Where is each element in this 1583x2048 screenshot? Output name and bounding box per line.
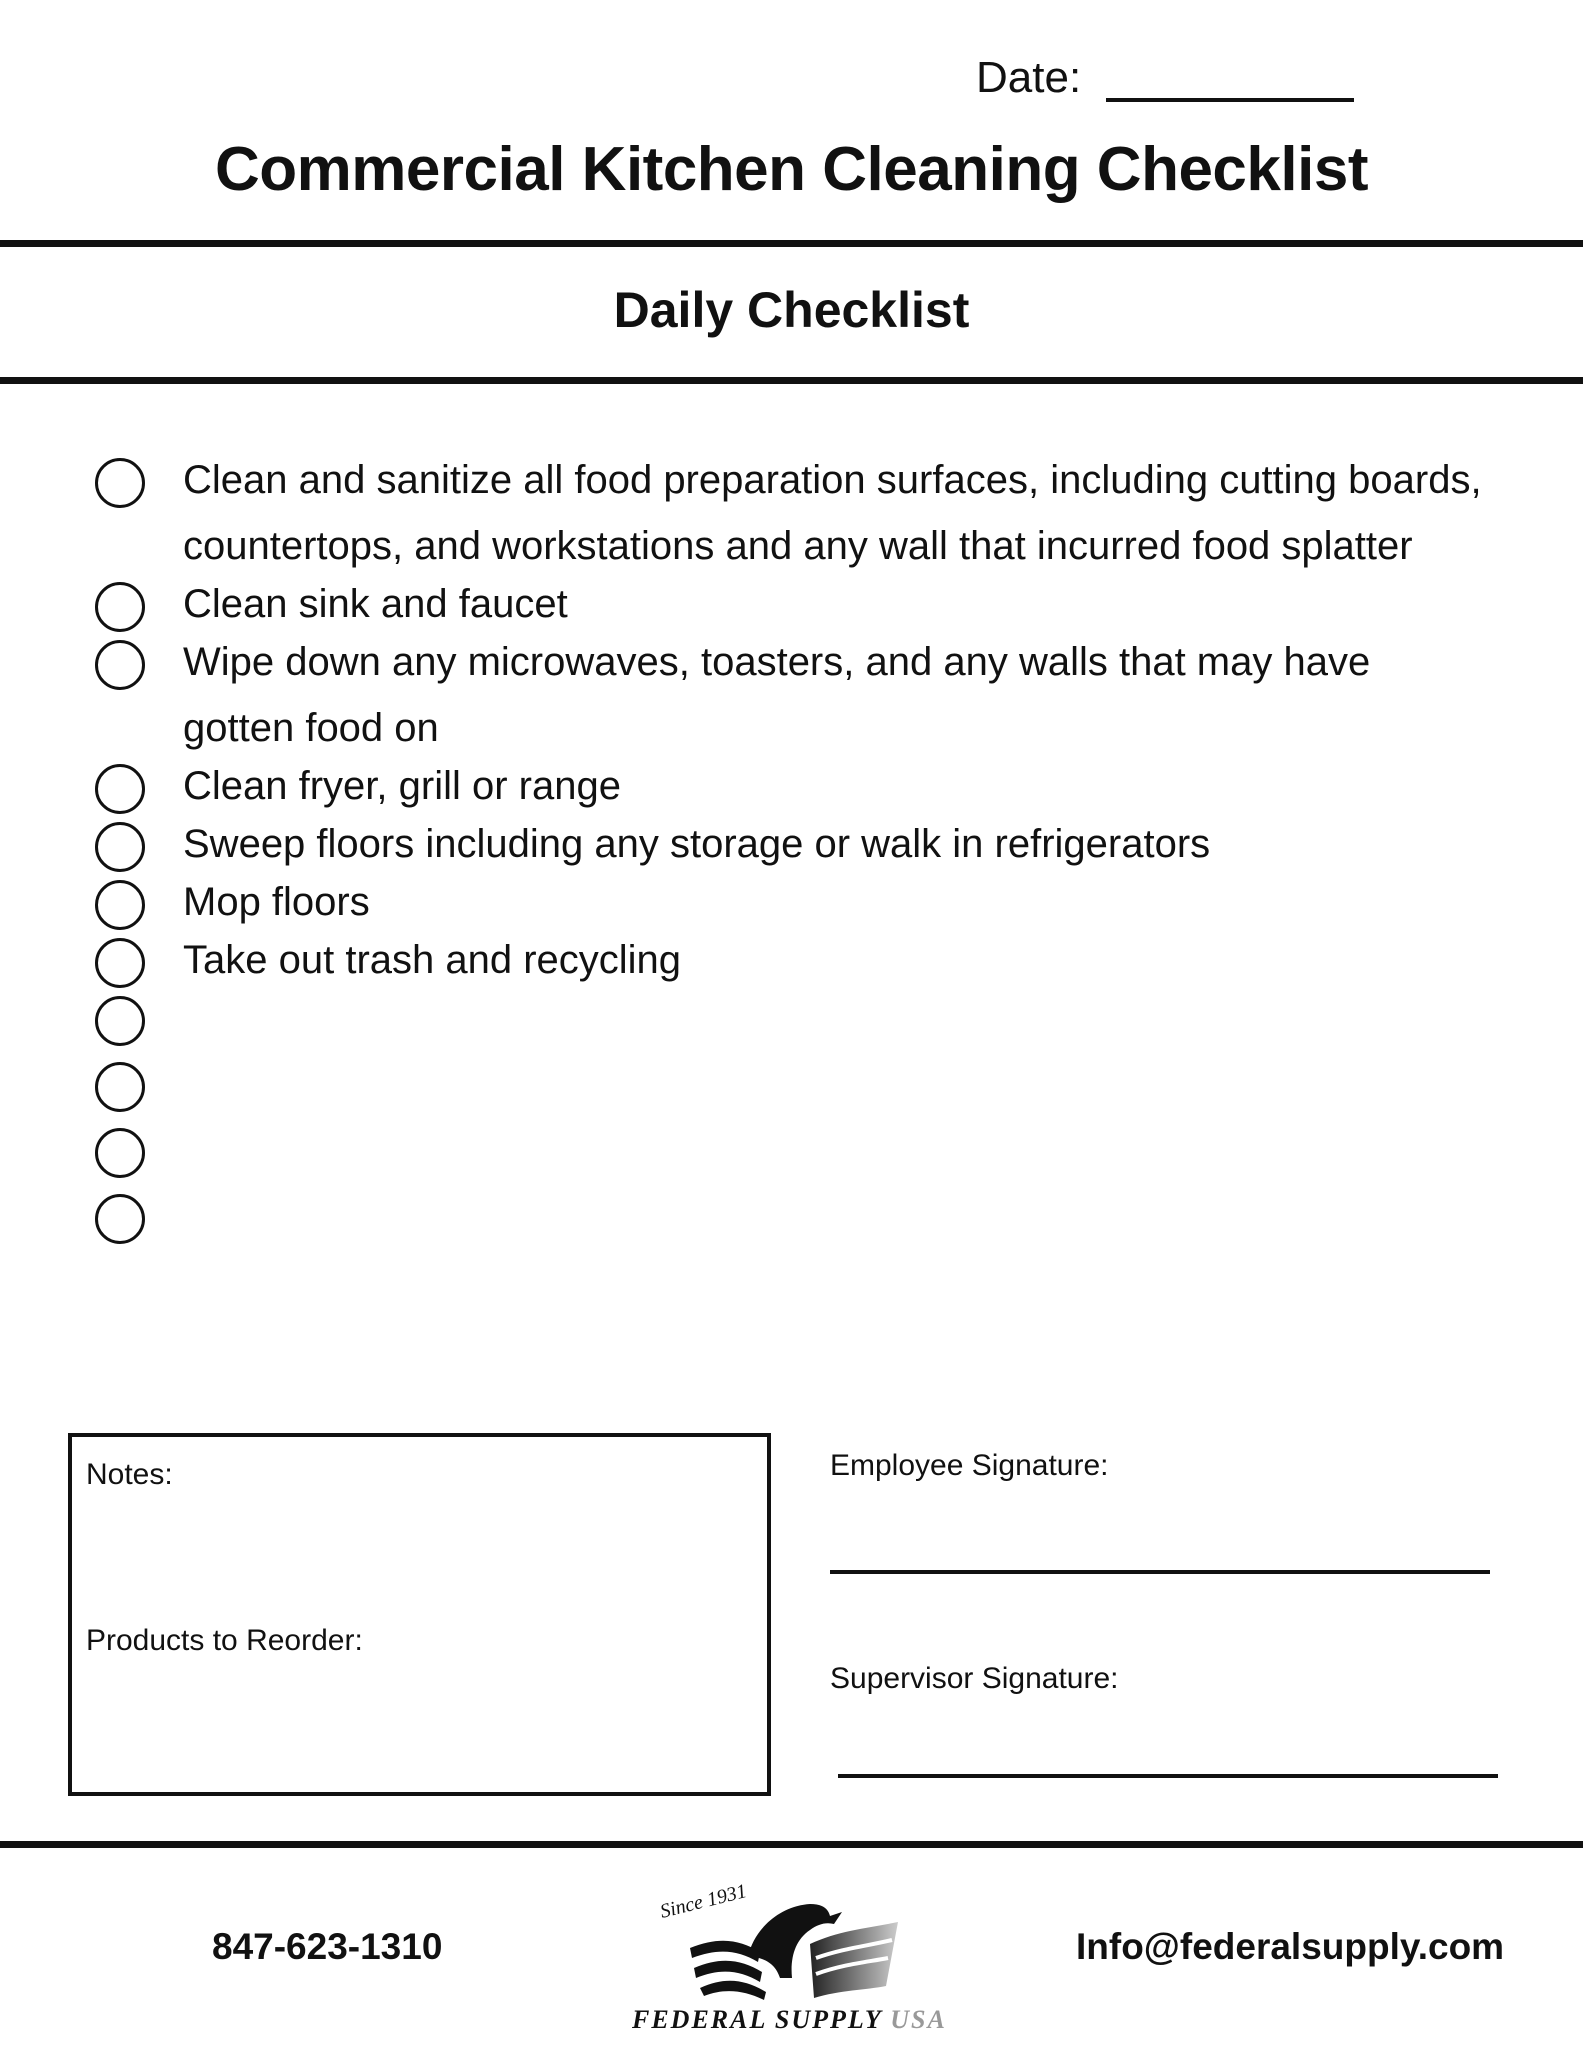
checkbox-circle-icon[interactable] (95, 996, 145, 1046)
checkbox-circle-icon[interactable] (95, 640, 145, 690)
checklist-item-label: Wipe down any microwaves, toasters, and any walls that may have gotten food on (183, 640, 1371, 750)
supervisor-signature-line[interactable] (838, 1774, 1498, 1778)
reorder-label: Products to Reorder: (86, 1624, 363, 1657)
footer-phone: 847-623-1310 (212, 1926, 443, 1967)
checkbox-circle-icon[interactable] (95, 582, 145, 632)
checklist-item-blank (95, 993, 1535, 1059)
page-title: Commercial Kitchen Cleaning Checklist (215, 135, 1368, 204)
date-field-line[interactable] (1106, 98, 1354, 102)
supervisor-signature-label: Supervisor Signature: (830, 1662, 1119, 1695)
checklist-item (95, 935, 1535, 993)
checkbox-circle-icon[interactable] (95, 938, 145, 988)
checklist-item-label: Sweep floors including any storage or walk in refrigerators (183, 822, 1211, 866)
checklist-item-label: Take out trash and recycling (183, 938, 682, 982)
daily-checklist (95, 455, 1535, 1257)
employee-signature-line[interactable] (830, 1570, 1490, 1574)
section-title: Daily Checklist (613, 282, 970, 338)
checkbox-circle-icon[interactable] (95, 764, 145, 814)
checklist-item-label: Mop floors (183, 880, 370, 924)
footer-divider (0, 1841, 1583, 1848)
checklist-item-blank (95, 1059, 1535, 1125)
logo-stripe-shape (690, 1941, 760, 1962)
date-label: Date: (976, 53, 1082, 102)
section-divider (0, 377, 1583, 384)
logo-stripe-shape (694, 1961, 762, 1982)
checkbox-circle-icon[interactable] (95, 1128, 145, 1178)
checkbox-circle-icon[interactable] (95, 1062, 145, 1112)
checkbox-circle-icon[interactable] (95, 1194, 145, 1244)
checklist-item-blank (95, 1125, 1535, 1191)
logo-stripe-shape (700, 1981, 766, 2000)
checkbox-circle-icon[interactable] (95, 458, 145, 508)
checklist-item-blank (95, 1191, 1535, 1257)
logo-name-text: FEDERAL SUPPLY USA (632, 2005, 947, 2034)
checklist-item-label: Clean and sanitize all food preparation surfaces, including cutting boards, countertops, and workstations and any wall that incurred food splatter (183, 458, 1482, 568)
checklist-item-label: Clean fryer, grill or range (183, 764, 621, 808)
logo-since-text: Since 1931 (657, 1880, 749, 1923)
checklist-item (95, 455, 1535, 579)
header-divider (0, 240, 1583, 247)
employee-signature-label: Employee Signature: (830, 1449, 1109, 1482)
checkbox-circle-icon[interactable] (95, 880, 145, 930)
federal-supply-logo (630, 1878, 960, 2038)
notes-box[interactable] (68, 1433, 771, 1796)
checklist-item (95, 637, 1535, 761)
footer-email: Info@federalsupply.com (1076, 1926, 1505, 1967)
checkbox-circle-icon[interactable] (95, 822, 145, 872)
notes-label: Notes: (86, 1458, 173, 1491)
checklist-item-label: Clean sink and faucet (183, 582, 568, 626)
